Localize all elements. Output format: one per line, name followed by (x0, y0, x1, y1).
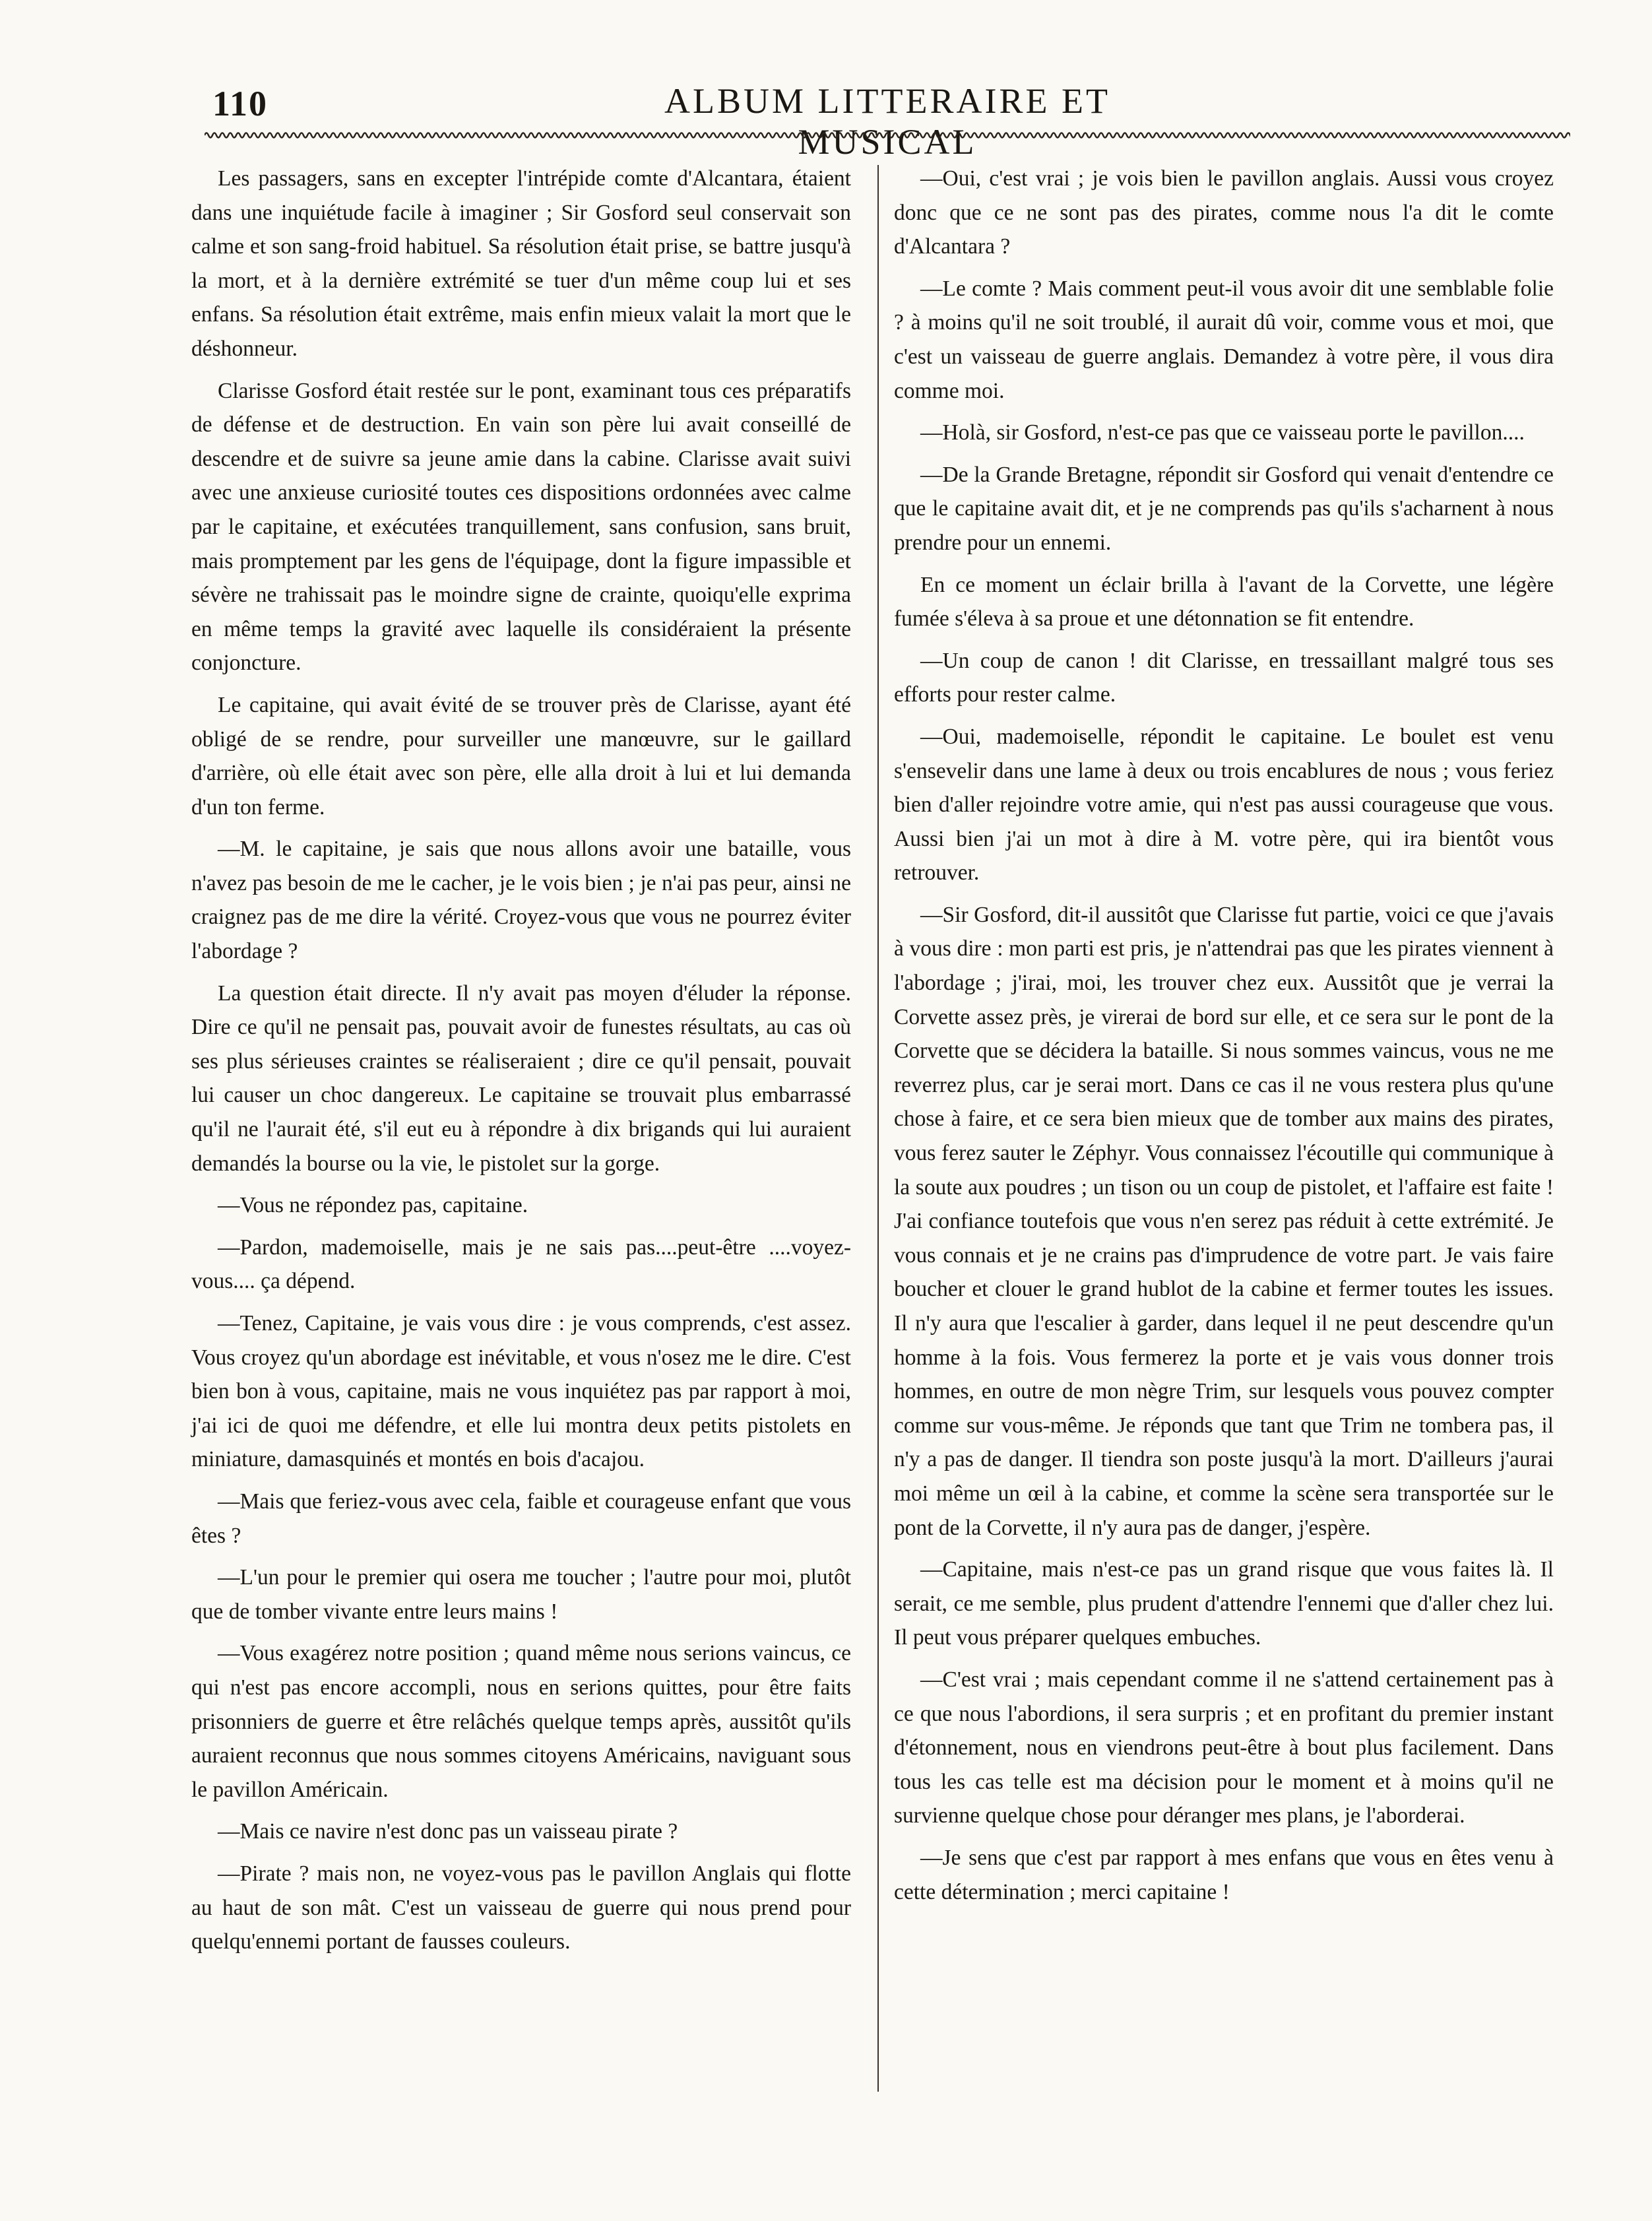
running-title: ALBUM LITTERAIRE ET MUSICAL (664, 81, 1110, 162)
paragraph: —Pardon, mademoiselle, mais je ne sais pas....peut-être ....voyez-vous.... ça dépend. (191, 1235, 851, 1294)
paragraph: La question était directe. Il n'y avait pas moyen d'éluder la réponse. Dire ce qu'il ne pensait pas, pouvait avoir de funestes résultats, au cas où ses plus sérieuses craintes se réaliseraient ; dire ce qu'il pensait, pouvait lui causer un choc dangereux. Le capitaine se trouvait plus embarrassé qu'il ne l'aurait été, s'il eut eu à répondre à dix brigands qui lui auraient demandés la bourse ou la vie, le pistolet sur la gorge. (191, 981, 851, 1176)
paragraph: —Sir Gosford, dit-il aussitôt que Clarisse fut partie, voici ce que j'avais à vous dire : mon parti est pris, je n'attendrai pas que les pirates viennent à l'abordage ; j'irai, moi, les trouver chez eux. Aussitôt que je verrai la Corvette assez près, je virerai de bord sur elle, et ce sera sur le pont de la Corvette que se décidera la bataille. Si nous sommes vaincus, vous ne me reverrez plus, car je serai mort. Dans ce cas il ne vous restera plus qu'une chose à faire, et ce sera bien mieux que de tomber aux mains des pirates, vous ferez sauter le Zéphyr. Vous connaissez l'écoutille qui communique à la soute aux poudres ; un tison ou un coup de pistolet, et l'affaire est faite ! J'ai confiance toutefois que vous n'en serez pas réduit à cette extrémité. Je vous connais et je ne crains pas d'imprudence de votre part. Je vais faire boucher et clouer le grand hublot de la cabine et fermer toutes les issues. Il n'y aura que l'escalier à garder, dans lequel il ne peut descendre qu'un homme à la fois. Vous fermerez la porte et je vais vous donner trois hommes, en outre de mon nègre Trim, sur lesquels vous pouvez compter comme sur vous-même. Je réponds que tant que Trim ne tombera pas, il n'y a pas de danger. Il tiendra son poste jusqu'à la mort. D'ailleurs j'aurai moi même un œil à la cabine, et comme la scène sera transportée sur le pont de la Corvette, il n'y aura pas de danger, j'espère. (894, 902, 1554, 1540)
paragraph: —Oui, c'est vrai ; je vois bien le pavillon anglais. Aussi vous croyez donc que ce ne sont pas des pirates, comme nous l'a dit le comte d'Alcantara ? (894, 166, 1554, 259)
right-column (894, 162, 1554, 1917)
left-column (191, 162, 851, 1967)
page-number: 110 (212, 84, 269, 123)
paragraph: En ce moment un éclair brilla à l'avant de la Corvette, une légère fumée s'éleva à sa proue et une détonnation se fit entendre. (894, 572, 1554, 631)
paragraph: Les passagers, sans en excepter l'intrépide comte d'Alcantara, étaient dans une inquiétude facile à imaginer ; Sir Gosford seul conservait son calme et son sang-froid habituel. Sa résolution était prise, se battre jusqu'à la mort, et à la dernière extrémité se tuer d'un même coup lui et ses enfans. Sa résolution était extrême, mais enfin mieux valait la mort que le déshonneur. (191, 166, 851, 361)
paragraph: Clarisse Gosford était restée sur le pont, examinant tous ces préparatifs de défense et de destruction. En vain son père lui avait conseillé de descendre et de suivre sa jeune amie dans la cabine. Clarisse avait suivi avec une anxieuse curiosité toutes ces dispositions ordonnées avec calme par le capitaine, et exécutées tranquillement, sans confusion, sans bruit, mais promptement par les gens de l'équipage, dont la figure impassible et sévère ne trahissait pas le moindre signe de crainte, quoiqu'elle exprima en même temps la gravité avec laquelle ils considéraient la présente conjoncture. (191, 378, 851, 676)
paragraph: —Mais que feriez-vous avec cela, faible et courageuse enfant que vous êtes ? (191, 1489, 851, 1548)
paragraph: —Vous exagérez notre position ; quand même nous serions vaincus, ce qui n'est pas encore accompli, nous en serions quittes, pour être faits prisonniers de guerre et être relâchés quelque temps après, aussitôt qu'ils auraient reconnus que nous sommes citoyens Américains, naviguant sous le pavillon Américain. (191, 1641, 851, 1802)
paragraph: —Pirate ? mais non, ne voyez-vous pas le pavillon Anglais qui flotte au haut de son mât. C'est un vaisseau de guerre qui nous prend pour quelqu'ennemi portant de fausses couleurs. (191, 1861, 851, 1954)
header-wavy-rule (205, 129, 1570, 142)
paragraph: —Je sens que c'est par rapport à mes enfans que vous en êtes venu à cette détermination ; merci capitaine ! (894, 1845, 1554, 1904)
paragraph: —Un coup de canon ! dit Clarisse, en tressaillant malgré tous ses efforts pour rester calme. (894, 648, 1554, 707)
paragraph: —M. le capitaine, je sais que nous allons avoir une bataille, vous n'avez pas besoin de me le cacher, je le vois bien ; je n'ai pas peur, ainsi ne craignez pas de me dire la vérité. Croyez-vous que vous ne pourrez éviter l'abordage ? (191, 837, 851, 964)
paragraph: Le capitaine, qui avait évité de se trouver près de Clarisse, ayant été obligé de se rendre, pour surveiller une manœuvre, sur le gaillard d'arrière, où elle était avec son père, elle alla droit à lui et lui demanda d'un ton ferme. (191, 692, 851, 820)
paragraph: —Holà, sir Gosford, n'est-ce pas que ce vaisseau porte le pavillon.... (920, 420, 1525, 445)
paragraph: —Mais ce navire n'est donc pas un vaisseau pirate ? (218, 1819, 678, 1844)
paragraph: —Le comte ? Mais comment peut-il vous avoir dit une semblable folie ? à moins qu'il ne soit troublé, il aurait dû voir, comme vous et moi, que c'est un vaisseau de guerre anglais. Demandez à votre père, il vous dira comme moi. (894, 276, 1554, 403)
column-divider (877, 165, 879, 2092)
paragraph: —L'un pour le premier qui osera me toucher ; l'autre pour moi, plutôt que de tomber vivante entre leurs mains ! (191, 1565, 851, 1624)
paragraph: —Vous ne répondez pas, capitaine. (218, 1193, 528, 1218)
paragraph: —Capitaine, mais n'est-ce pas un grand risque que vous faites là. Il serait, ce me semble, plus prudent d'attendre l'ennemi que d'aller chez lui. Il peut vous préparer quelques embuches. (894, 1557, 1554, 1650)
paragraph: —C'est vrai ; mais cependant comme il ne s'attend certainement pas à ce que nous l'abordions, il sera surpris ; et en profitant du premier instant d'étonnement, nous en viendrons peut-être à bout plus facilement. Dans tous les cas telle est ma décision pour le moment et à moins qu'il ne survienne quelque chose pour déranger mes plans, je l'aborderai. (894, 1667, 1554, 1828)
paragraph: —Tenez, Capitaine, je vais vous dire : je vous comprends, c'est assez. Vous croyez qu'un abordage est inévitable, et vous n'osez me le dire. C'est bien bon à vous, capitaine, mais ne vous inquiétez pas par rapport à moi, j'ai ici de quoi me défendre, et elle lui montra deux petits pistolets en miniature, damasquinés et montés en bois d'acajou. (191, 1311, 851, 1472)
paragraph: —Oui, mademoiselle, répondit le capitaine. Le boulet est venu s'ensevelir dans une lame à deux ou trois encablures de nous ; vous feriez bien d'aller rejoindre votre amie, qui n'est pas aussi courageuse que vous. Aussi bien j'ai un mot à dire à M. votre père, qui ira bientôt vous retrouver. (894, 724, 1554, 885)
paragraph: —De la Grande Bretagne, répondit sir Gosford qui venait d'entendre ce que le capitaine avait dit, et je ne comprends pas qu'ils s'acharnent à nous prendre pour un ennemi. (894, 462, 1554, 555)
